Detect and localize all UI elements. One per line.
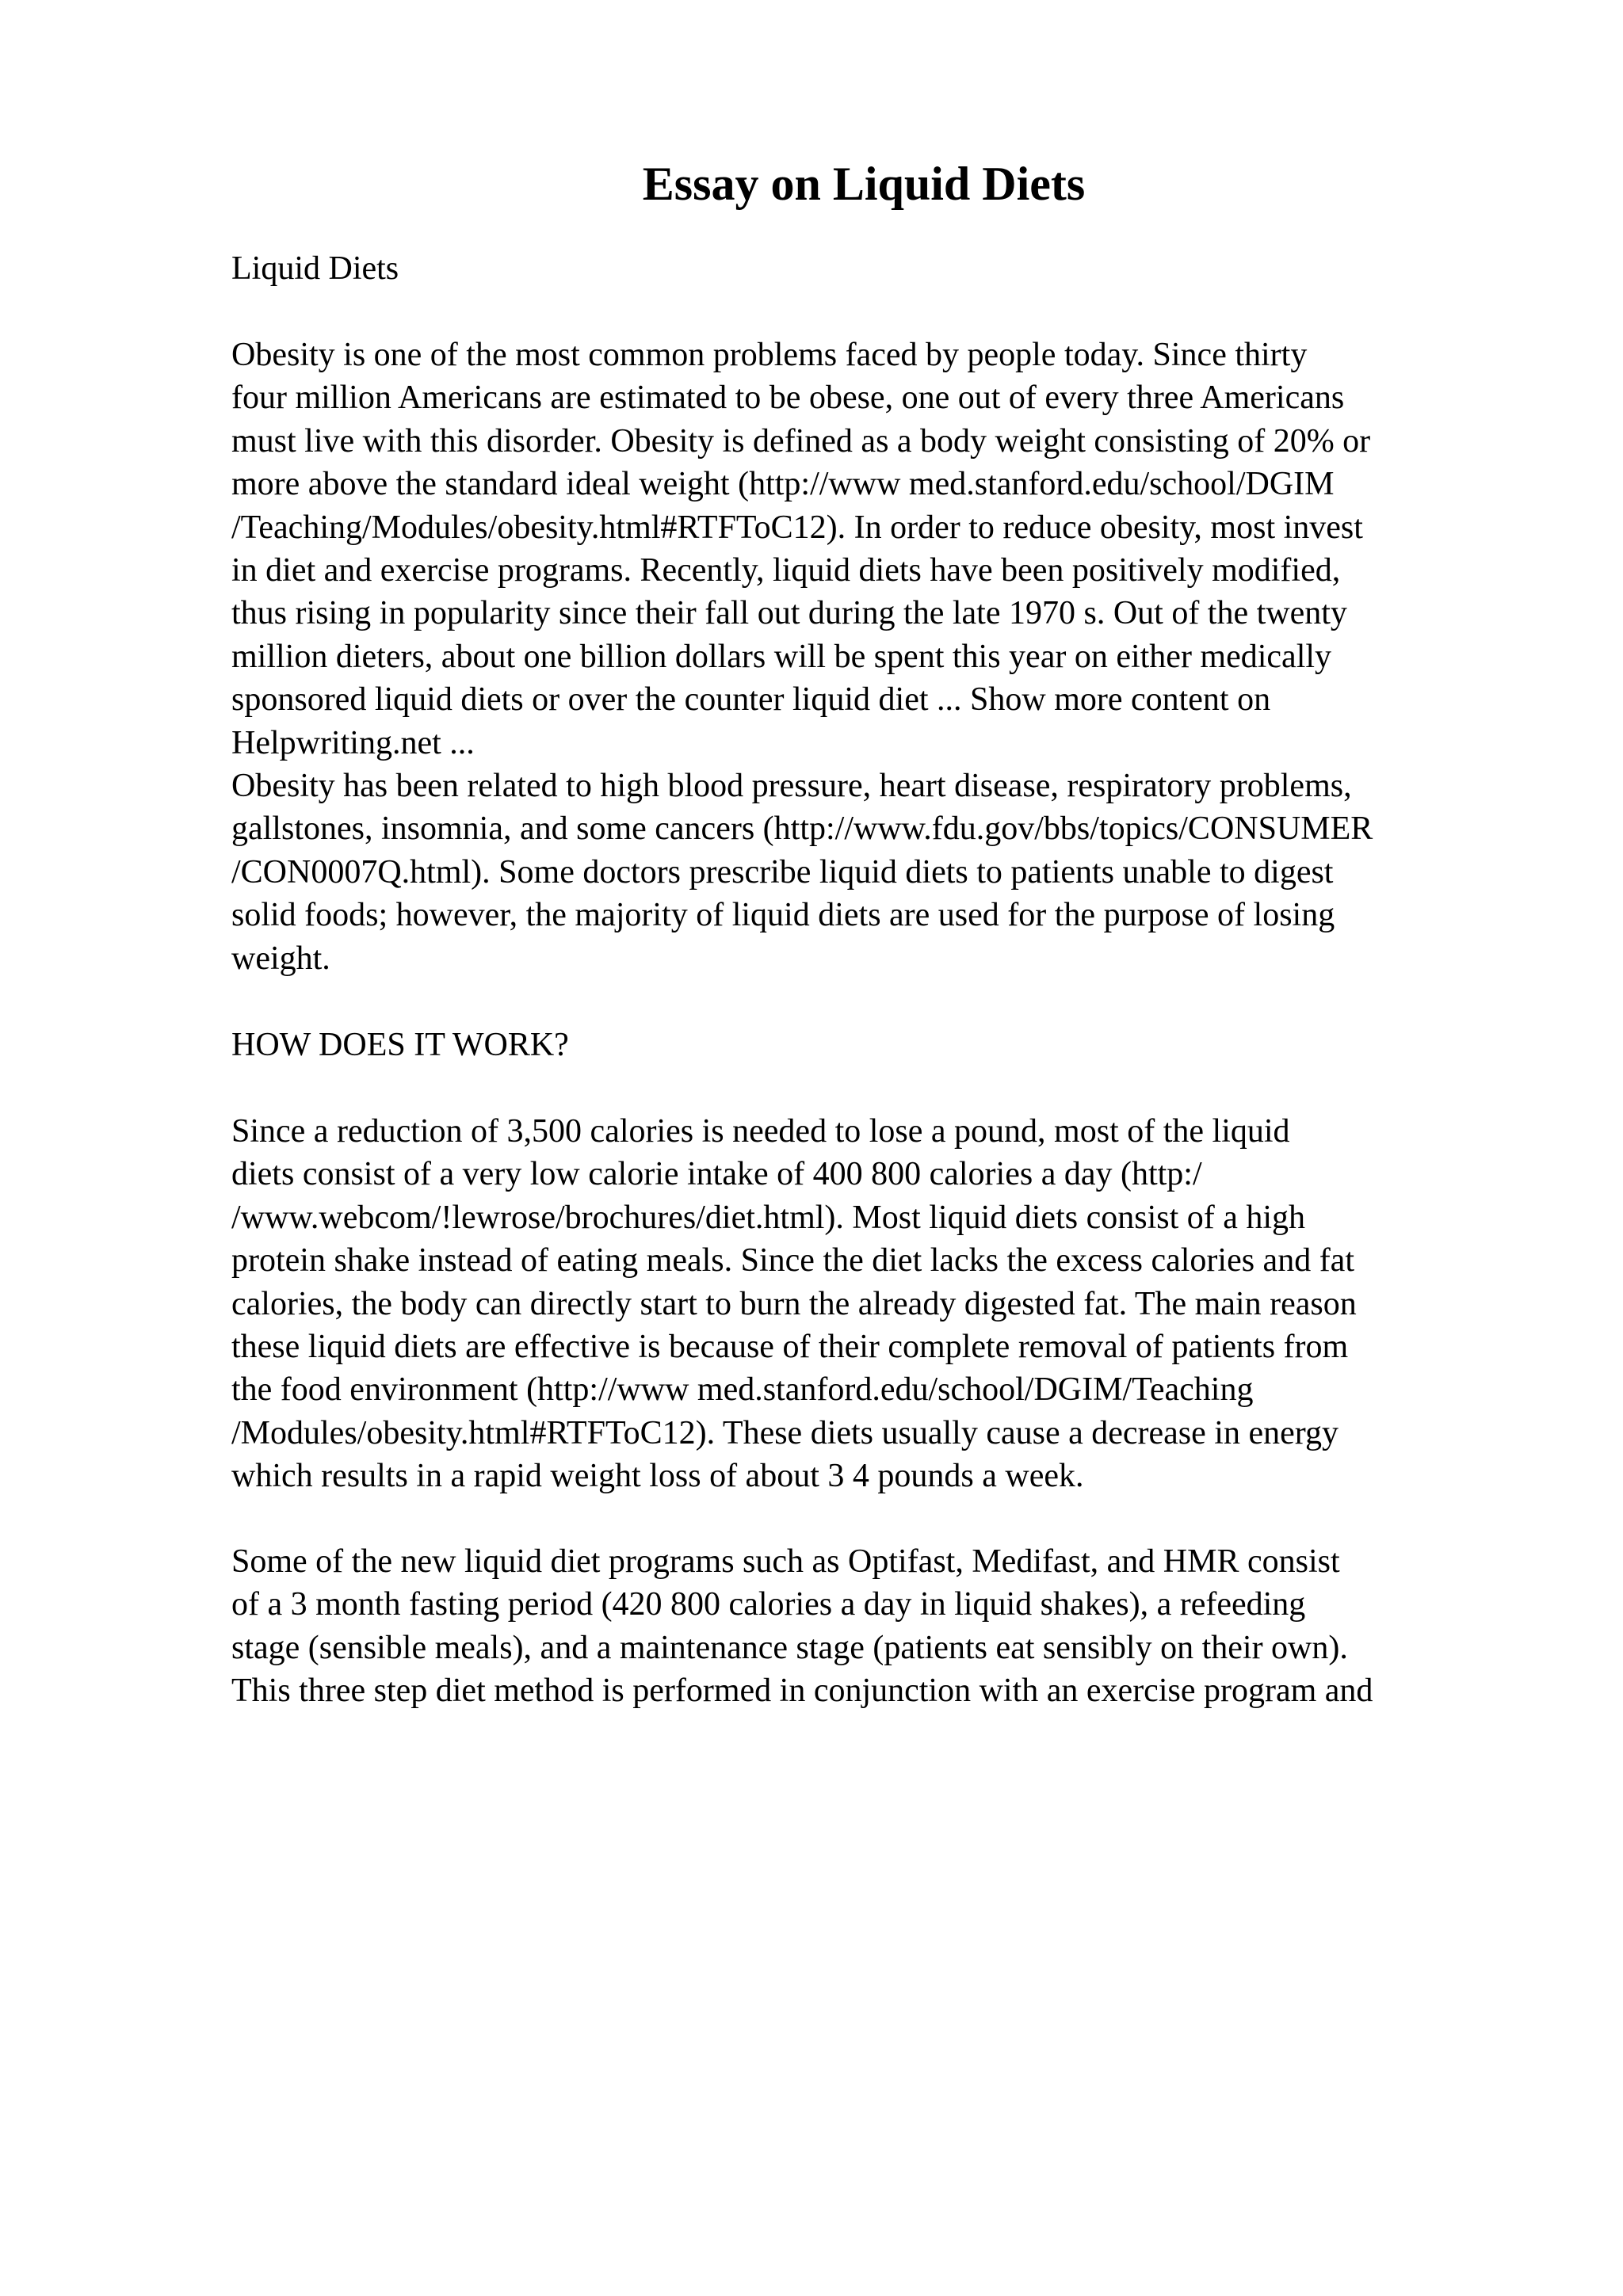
text-line: gallstones, insomnia, and some cancers (http://www.fdu.gov/bbs/topics/CONSUMER [231, 810, 1373, 848]
text-line: sponsored liquid diets or over the counter liquid diet ... Show more content on [231, 681, 1271, 719]
text-line: more above the standard ideal weight (http://www med.stanford.edu/school/DGIM [231, 466, 1335, 503]
paragraph-obesity-intro [231, 334, 1515, 765]
text-line: four million Americans are estimated to be obese, one out of every three Americans [231, 379, 1345, 417]
text-line: /Modules/obesity.html#RTFToC12). These diets usually cause a decrease in energy [231, 1414, 1338, 1451]
text-line: Since a reduction of 3,500 calories is needed to lose a pound, most of the liquid [231, 1113, 1290, 1150]
text-line: Some of the new liquid diet programs such as Optifast, Medifast, and HMR consist [231, 1543, 1340, 1580]
text-line: stage (sensible meals), and a maintenance stage (patients eat sensibly on their own). [231, 1629, 1348, 1666]
text-line: thus rising in popularity since their fall out during the late 1970 s. Out of the twenty [231, 595, 1347, 632]
text-line: weight. [231, 940, 330, 977]
paragraph-how-it-works [231, 1110, 1515, 1498]
document-title: Essay on Liquid Diets [642, 158, 1086, 210]
text-line: diets consist of a very low calorie intake of 400 800 calories a day (http:/ [231, 1156, 1202, 1193]
text-line: must live with this disorder. Obesity is defined as a body weight consisting of 20% or [231, 422, 1371, 460]
paragraph-diet-programs [231, 1540, 1515, 1713]
text-line: of a 3 month fasting period (420 800 calories a day in liquid shakes), a refeeding [231, 1586, 1306, 1623]
text-line: Helpwriting.net ... [231, 724, 475, 761]
text-line: solid foods; however, the majority of liquid diets are used for the purpose of losing [231, 897, 1335, 934]
text-line: /www.webcom/!lewrose/brochures/diet.html). Most liquid diets consist of a high [231, 1199, 1306, 1236]
text-line: This three step diet method is performed in conjunction with an exercise program and [231, 1672, 1373, 1710]
text-line: the food environment (http://www med.stanford.edu/school/DGIM/Teaching [231, 1371, 1254, 1409]
text-line: million dieters, about one billion dollars will be spent this year on either medically [231, 638, 1332, 675]
text-line: /CON0007Q.html). Some doctors prescribe liquid diets to patients unable to digest [231, 853, 1334, 891]
text-line: Obesity has been related to high blood pressure, heart disease, respiratory problems, [231, 768, 1352, 804]
text-line: these liquid diets are effective is because of their complete removal of patients from [231, 1329, 1349, 1366]
text-line: calories, the body can directly start to burn the already digested fat. The main reason [231, 1285, 1357, 1322]
section-heading: HOW DOES IT WORK? [231, 1027, 569, 1063]
document-subtitle: Liquid Diets [231, 250, 399, 287]
text-line: Obesity is one of the most common problems faced by people today. Since thirty [231, 337, 1308, 373]
text-line: protein shake instead of eating meals. Since the diet lacks the excess calories and fat [231, 1242, 1354, 1280]
text-line: which results in a rapid weight loss of about 3 4 pounds a week. [231, 1458, 1084, 1495]
paragraph-obesity-risks [231, 765, 1515, 980]
text-line: in diet and exercise programs. Recently, liquid diets have been positively modified, [231, 552, 1341, 589]
text-line: /Teaching/Modules/obesity.html#RTFToC12). In order to reduce obesity, most invest [231, 509, 1363, 546]
